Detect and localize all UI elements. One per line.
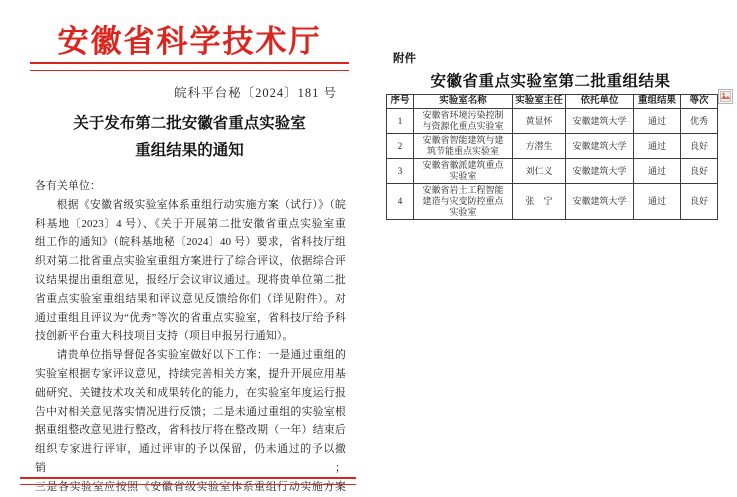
table-title: 安徽省重点实验室第二批重组结果 [430, 73, 671, 90]
notice-body-line: 省重点实验室重组结果和评议意见反馈给你们（详见附件）。对 [35, 292, 346, 305]
page-bottom-divider-line [20, 477, 356, 485]
cell-grade: 良好 [681, 159, 718, 184]
cell-director: 黄显怀 [513, 109, 566, 134]
column-header: 依托单位 [566, 95, 634, 109]
header-divider-line [30, 62, 349, 71]
notice-title-line2: 重组结果的通知 [135, 142, 244, 159]
cell-lab-name: 安徽省智能建筑与建筑节能重点实验室 [414, 134, 513, 159]
cell-institution: 安徽建筑大学 [566, 109, 634, 134]
cell-director: 张 宁 [513, 184, 566, 220]
notice-title-line1: 关于发布第二批安徽省重点实验室 [73, 115, 306, 132]
column-header: 实验室名称 [414, 95, 513, 109]
cell-director: 方潜生 [513, 134, 566, 159]
column-header: 序号 [387, 95, 414, 109]
notice-body-line: 通过重组且评议为“优秀”等次的省重点实验室，省科技厅给予科 [35, 311, 346, 324]
attachment-page [370, 0, 737, 486]
cell-grade: 良好 [681, 184, 718, 220]
notice-body-line: 请贵单位指导督促各实验室做好以下工作：一是通过重组的 [56, 349, 346, 362]
notice-body-line: 技创新平台重大科技项目支持（项目申报另行通知）。 [35, 330, 294, 343]
table-header-row [387, 95, 718, 109]
notice-body-line: 三是各实验室应按照《安徽省级实验室体系重组行动实施方案 [35, 480, 346, 493]
notice-body [35, 177, 346, 497]
column-header: 重组结果 [634, 95, 681, 109]
agency-header: 安徽省科学技术厅 [57, 24, 322, 59]
cell-director: 刘仁义 [513, 159, 566, 184]
notice-body-line: 据重组整改意见进行整改，省科技厅将在整改期（一年）结束后 [35, 424, 346, 437]
notice-body-line: 实验室根据专家评议意见，持续完善相关方案，提升开展应用基 [35, 367, 346, 380]
notice-body-line: 组工作的通知》（皖科基地秘〔2024〕40 号）要求，省科技厅组 [35, 236, 346, 249]
cell-result: 通过 [634, 184, 681, 220]
notice-body-line: 组织专家进行评审，通过评审的予以保留，仍未通过的予以撤销； [35, 443, 346, 474]
notice-body-line: 织对第二批省重点实验室重组方案进行了综合评议，依据综合评 [35, 255, 346, 268]
table-row [387, 134, 718, 159]
cell-institution: 安徽建筑大学 [566, 184, 634, 220]
broken-image-icon [718, 89, 733, 104]
cell-lab-name: 安徽省徽派建筑重点实验室 [414, 159, 513, 184]
notice-body-line: 础研究、关键技术攻关和成果转化的能力，在实验室年度运行报 [35, 386, 346, 399]
cell-grade: 优秀 [681, 109, 718, 134]
notice-page [0, 0, 370, 493]
table-row [387, 109, 718, 134]
cell-seq: 4 [387, 184, 414, 220]
cell-lab-name: 安徽省环境污染控制与资源化重点实验室 [414, 109, 513, 134]
cell-result: 通过 [634, 159, 681, 184]
cell-result: 通过 [634, 134, 681, 159]
column-header: 实验室主任 [513, 95, 566, 109]
reorganization-results-table [386, 94, 718, 220]
notice-body-line: 根据《安徽省级实验室体系重组行动实施方案（试行）》（皖 [56, 198, 346, 211]
notice-body-line: 各有关单位： [35, 180, 101, 192]
document-number: 皖科平台秘〔2024〕181 号 [174, 86, 337, 100]
attachment-label: 附件 [393, 53, 416, 65]
table-row [387, 159, 718, 184]
notice-title [20, 110, 359, 164]
cell-institution: 安徽建筑大学 [566, 134, 634, 159]
cell-seq: 2 [387, 134, 414, 159]
cell-institution: 安徽建筑大学 [566, 159, 634, 184]
cell-grade: 良好 [681, 134, 718, 159]
cell-lab-name: 安徽省岩土工程智能建造与灾变防控重点实验室 [414, 184, 513, 220]
column-header: 等次 [681, 95, 718, 109]
cell-seq: 3 [387, 159, 414, 184]
table-row [387, 184, 718, 220]
cell-seq: 1 [387, 109, 414, 134]
notice-body-line: 议结果提出重组意见，报经厅会议审议通过。现将贵单位第二批 [35, 273, 346, 286]
cell-result: 通过 [634, 109, 681, 134]
notice-body-line: 告中对相关意见落实情况进行反馈；二是未通过重组的实验室根 [35, 405, 346, 418]
notice-body-line: 科基地〔2023〕4 号）、《关于开展第二批安徽省重点实验室重 [35, 217, 346, 230]
